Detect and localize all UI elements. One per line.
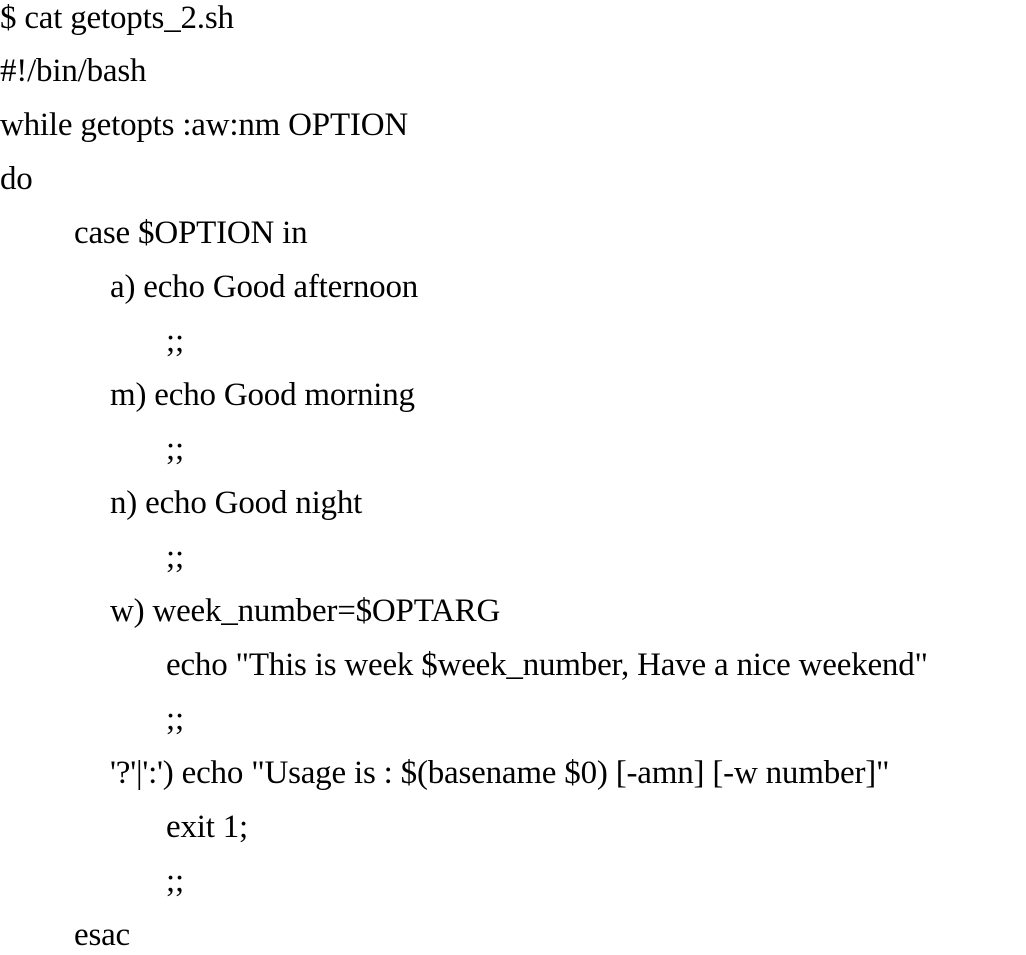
code-line-terminator: ;; [166,431,184,467]
code-line-echo-week: echo "This is week $week_number, Have a nice weekend" [166,647,928,683]
code-line-terminator: ;; [166,863,184,899]
code-line-option-m: m) echo Good morning [110,377,415,413]
code-line-terminator: ;; [166,701,184,737]
code-line-option-invalid: '?'|':') echo "Usage is : $(basename $0) [-amn] [-w number]" [110,755,890,791]
code-line-exit: exit 1; [166,809,249,845]
code-line-option-w: w) week_number=$OPTARG [110,593,501,629]
code-line-option-n: n) echo Good night [110,485,363,521]
code-line-command: $ cat getopts_2.sh [0,0,234,36]
code-line-terminator: ;; [166,323,184,359]
code-line-do: do [0,161,33,197]
code-line-terminator: ;; [166,539,184,575]
code-line-shebang: #!/bin/bash [0,53,147,89]
code-line-case: case $OPTION in [74,215,308,251]
code-line-while: while getopts :aw:nm OPTION [0,107,408,143]
code-line-esac: esac [74,917,130,953]
code-line-option-a: a) echo Good afternoon [110,269,419,305]
